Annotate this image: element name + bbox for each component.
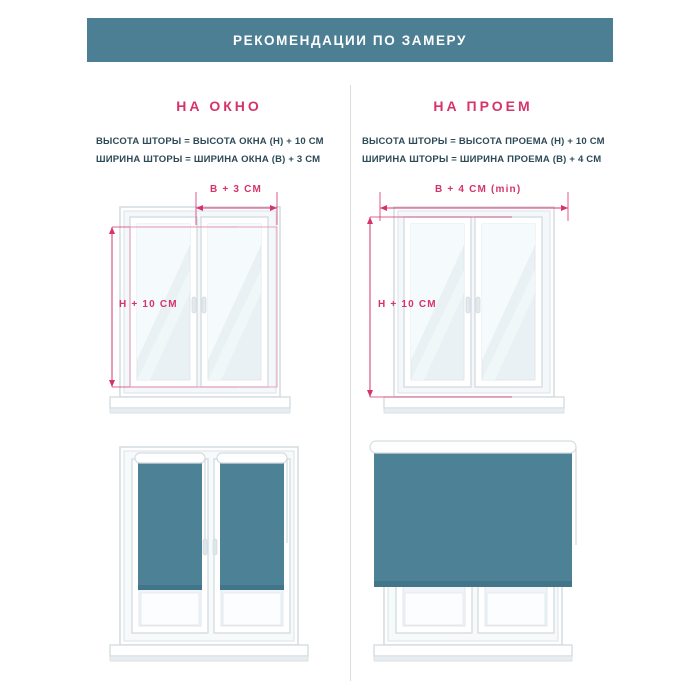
column-title-right: НА ПРОЕМ xyxy=(433,98,533,114)
illustration-bottom-left xyxy=(88,435,350,680)
illustration-top-left xyxy=(88,175,350,430)
blind-on-opening-svg xyxy=(352,435,614,680)
formula-height-left: ВЫСОТА ШТОРЫ = ВЫСОТА ОКНА (Н) + 10 СМ xyxy=(96,136,324,147)
illustration-top-right xyxy=(352,175,614,430)
formula-width-left: ШИРИНА ШТОРЫ = ШИРИНА ОКНА (В) + 3 СМ xyxy=(96,153,321,165)
width-label-right: В + 4 СМ (min) xyxy=(435,184,522,195)
formula-width-right: ШИРИНА ШТОРЫ = ШИРИНА ПРОЕМА (В) + 4 СМ xyxy=(362,153,602,165)
blind-on-sashes-svg xyxy=(88,435,350,680)
page-title: РЕКОМЕНДАЦИИ ПО ЗАМЕРУ xyxy=(233,32,467,48)
height-label-left: Н + 10 СМ xyxy=(119,299,178,310)
column-divider xyxy=(350,85,351,681)
illustration-bottom-right xyxy=(352,435,614,680)
formulas-right xyxy=(362,133,612,168)
column-title-left: НА ОКНО xyxy=(176,98,262,114)
formulas-left xyxy=(96,133,346,168)
width-label-left: В + 3 СМ xyxy=(210,184,262,195)
formula-height-right: ВЫСОТА ШТОРЫ = ВЫСОТА ПРОЕМА (Н) + 10 СМ xyxy=(362,136,605,147)
header-banner xyxy=(87,18,613,62)
height-label-right: Н + 10 СМ xyxy=(378,299,437,310)
